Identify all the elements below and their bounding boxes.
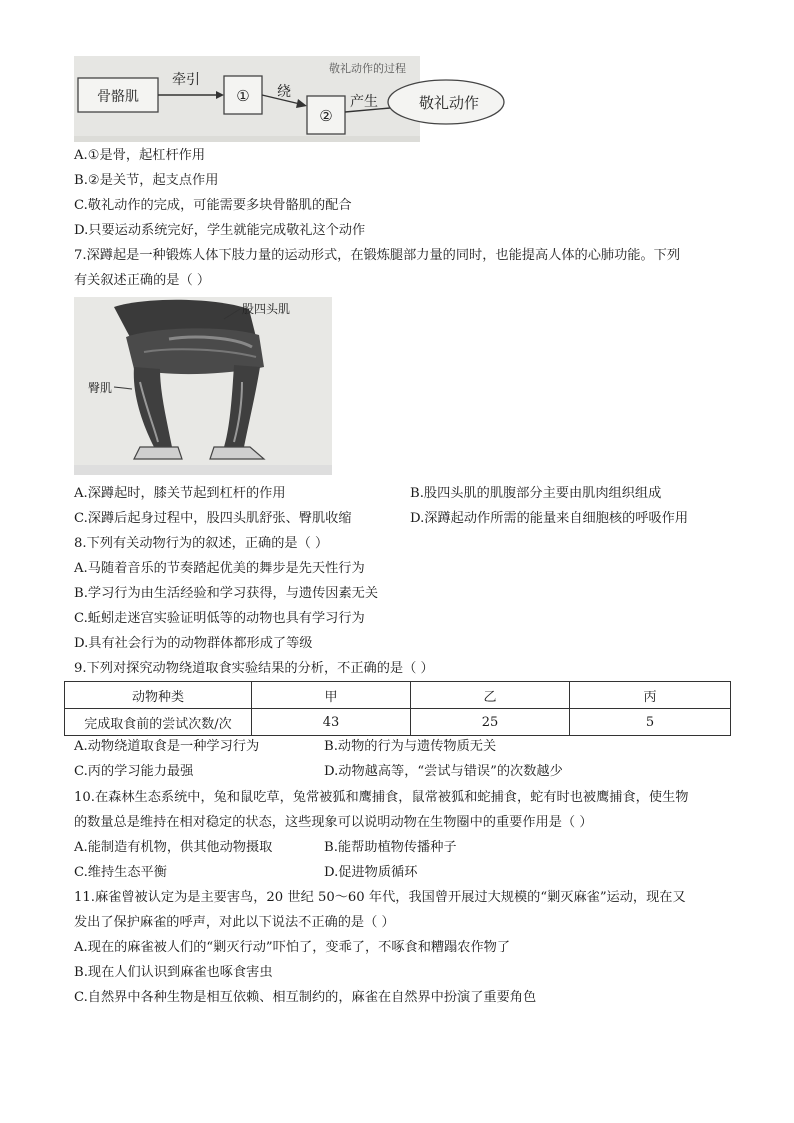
q6-option-b: B.②是关节，起支点作用 [74,173,219,188]
left-shoe [134,447,182,459]
q7-option-c: C.深蹲后起身过程中，股四头肌舒张、臀肌收缩 [74,511,352,526]
arrow-2-label: 绕 [277,84,291,100]
table-row [65,682,731,709]
label-gluteus: 臀肌 [88,381,113,395]
arrow-1-label: 牵引 [172,72,200,88]
q9-option-b: B.动物的行为与遗传物质无关 [324,739,497,754]
q9-option-d: D.动物越高等，“尝试与错误”的次数越少 [324,764,563,779]
q8-option-c: C.蚯蚓走迷宫实验证明低等的动物也具有学习行为 [74,611,365,626]
muscle-box-label: 骨骼肌 [97,89,139,105]
q7-stem-line2: 有关叙述正确的是（ ） [74,273,211,288]
q6-option-d: D.只要运动系统完好，学生就能完成敬礼这个动作 [74,223,366,238]
q11-option-a: A.现在的麻雀被人们的“剿灭行动”吓怕了，变乖了，不啄食和糟蹋农作物了 [74,940,511,955]
figure-flow-diagram [74,56,480,142]
table-row [65,709,731,736]
table-cell: 43 [252,709,411,736]
squat-figure-svg [74,297,332,475]
q8-option-a: A.马随着音乐的节奏踏起优美的舞步是先天性行为 [74,561,365,576]
q6-option-c: C.敬礼动作的完成，可能需要多块骨骼肌的配合 [74,198,352,213]
node-2-label: ② [319,107,333,125]
q11-option-c: C.自然界中各种生物是相互依赖、相互制约的，麻雀在自然界中扮演了重要角色 [74,990,537,1005]
q10-stem-line2: 的数量总是维持在相对稳定的状态，这些现象可以说明动物在生物圈中的重要作用是（ ） [74,815,593,830]
q8-stem: 8.下列有关动物行为的叙述，正确的是（ ） [74,536,329,551]
q7-option-d: D.深蹲起动作所需的能量来自细胞核的呼吸作用 [410,511,689,526]
figure-squat [74,297,332,475]
q11-stem-line1: 11.麻雀曾被认定为是主要害鸟，20 世纪 50～60 年代，我国曾开展过大规模的“剿灭麻雀”运动，现在又 [74,890,686,905]
q9-data-table [64,681,731,736]
table-cell: 5 [570,709,731,736]
fig1-header-fragment: 敬礼动作的过程 [329,62,406,75]
q7-option-a: A.深蹲起时，膝关节起到杠杆的作用 [74,486,286,501]
q10-option-a: A.能制造有机物，供其他动物摄取 [74,840,273,855]
q10-option-d: D.促进物质循环 [324,865,418,880]
q7-option-b: B.股四头肌的肌腹部分主要由肌肉组织组成 [410,486,662,501]
q11-option-b: B.现在人们认识到麻雀也啄食害虫 [74,965,273,980]
table-header-cell: 丙 [570,682,731,709]
q9-stem: 9.下列对探究动物绕道取食实验结果的分析，不正确的是（ ） [74,661,434,676]
flow-diagram-svg [74,56,480,142]
result-label: 敬礼动作 [419,94,480,112]
q6-option-a: A.①是骨，起杠杆作用 [74,148,206,163]
table-cell: 完成取食前的尝试次数/次 [65,709,252,736]
q10-option-b: B.能帮助植物传播种子 [324,840,457,855]
q10-option-c: C.维持生态平衡 [74,865,167,880]
node-1-label: ① [236,87,250,105]
q9-option-a: A.动物绕道取食是一种学习行为 [74,739,260,754]
q11-stem-line2: 发出了保护麻雀的呼声，对此以下说法不正确的是（ ） [74,915,395,930]
table-cell: 25 [411,709,570,736]
q7-stem-line1: 7.深蹲起是一种锻炼人体下肢力量的运动形式，在锻炼腿部力量的同时，也能提高人体的心肺功能。下列 [74,248,681,263]
arrow-3-label: 产生 [350,94,378,110]
q9-option-c: C.丙的学习能力最强 [74,764,194,779]
q8-option-d: D.具有社会行为的动物群体都形成了等级 [74,636,313,651]
table-header-cell: 动物种类 [65,682,252,709]
q10-stem-line1: 10.在森林生态系统中，兔和鼠吃草，兔常被狐和鹰捕食，鼠常被狐和蛇捕食，蛇有时也被鹰捕食，使生物 [74,790,689,805]
table-header-cell: 甲 [252,682,411,709]
q8-option-b: B.学习行为由生活经验和学习获得，与遗传因素无关 [74,586,379,601]
label-quadriceps: 股四头肌 [242,302,291,316]
table-header-cell: 乙 [411,682,570,709]
